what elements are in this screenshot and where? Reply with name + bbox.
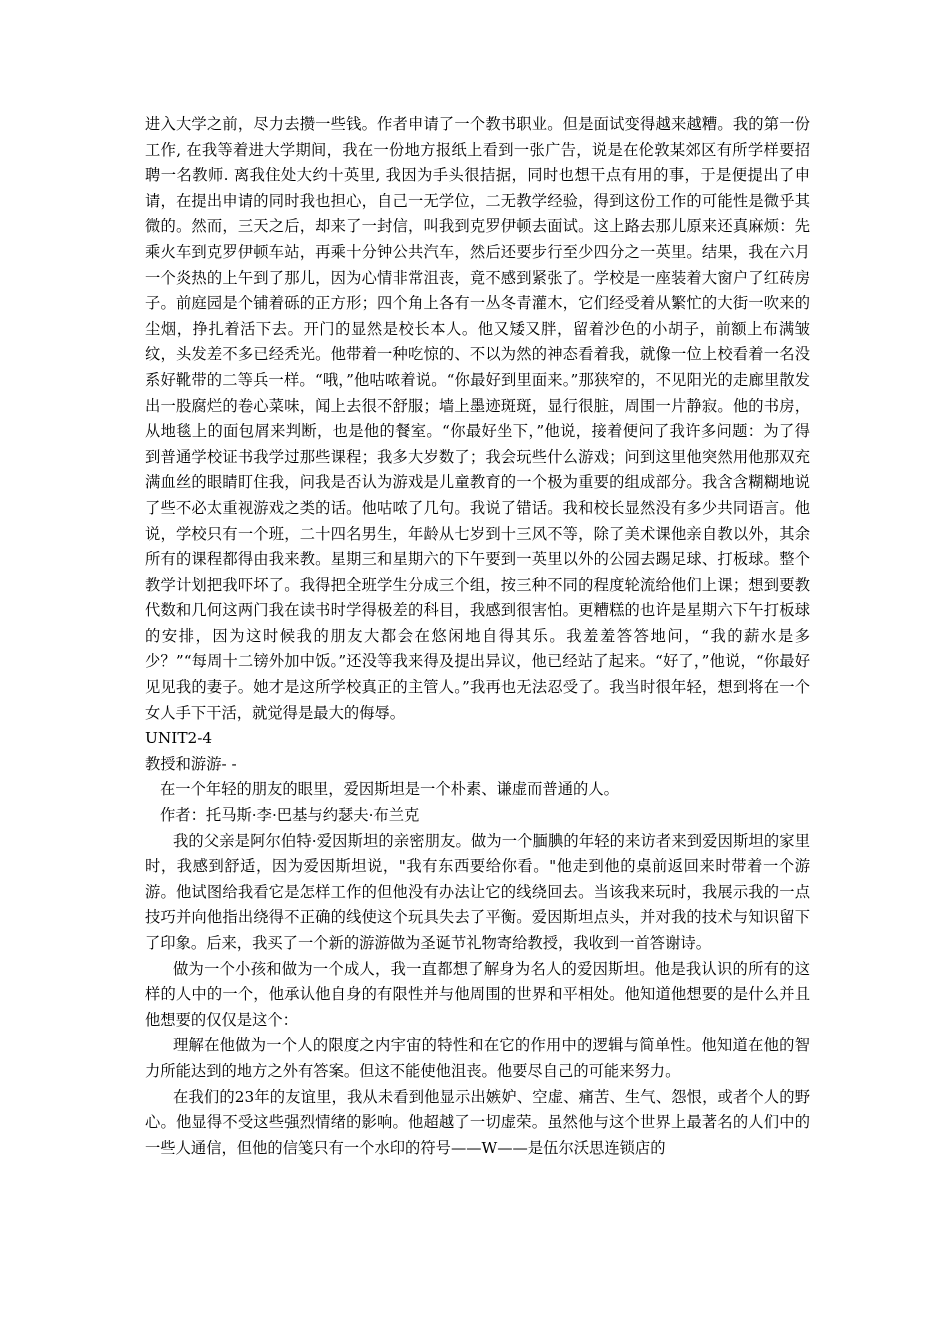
article-title: 教授和游游- - bbox=[145, 754, 237, 773]
article-subtitle: 在一个年轻的朋友的眼里，爱因斯坦是一个朴素、谦虚而普通的人。 bbox=[160, 780, 619, 799]
paragraph-know-einstein: 做为一个小孩和做为一个成人，我一直都想了解身为名人的爱因斯坦。他是我认识的所有的这样的人中的一个，他承认他自身的有限性并与他周围的世界和平相处。他知道他想要的是什么并且他想要的仅仅是这个： bbox=[145, 959, 810, 1029]
article-author: 作者：托马斯·李·巴基与约瑟夫·布兰克 bbox=[160, 806, 420, 825]
paragraph-story: 进入大学之前，尽力去攒一些钱。作者申请了一个教书职业。但是面试变得越来越糟。我的第一份工作, 在我等着进大学期间，我在一份地方报纸上看到一张广告，说是在伦敦某郊区有所学样要招聘一名教师. 离我住处大约十英里, 我因为手头很拮据，同时也想干点有用的事，于是便提出了申请，在提出申请的同时我也担心，自己一无学位，二无教学经验，得到这份工作的可能性是微乎其微的。然而，三天之后，却来了一封信，叫我到克罗伊顿去面试。这上路去那儿原来还真麻烦：先乘火车到克罗伊顿车站，再乘十分钟公共汽车，然后还要步行至少四分之一英里。结果，我在六月一个炎热的上午到了那儿，因为心情非常沮丧，竟不感到紧张了。学校是一座装着大窗户了红砖房子。前庭园是个铺着砾的正方形；四个角上各有一丛冬青灌木，它们经受着从繁忙的大街一吹来的尘烟，挣扎着活下去。开门的显然是校长本人。他又矮又胖，留着沙色的小胡子，前额上布满皱纹，头发差不多已经秃光。他带着一种吃惊的、不以为然的神态看着我，就像一位上校看着一名没系好靴带的二等兵一样。“哦，”他咕哝着说。“你最好到里面来。”那狭窄的，不见阳光的走廊里散发出一股腐烂的卷心菜味，闻上去很不舒服；墙上墨迹斑斑，显行很脏，周围一片静寂。他的书房，从地毯上的面包屑来判断，也是他的餐室。“你最好坐下，”他说，接着便问了我许多问题：为了得到普通学校证书我学过那些课程；我多大岁数了；我会玩些什么游戏；问到这里他突然用他那双充满血丝的眼睛盯住我，问我是否认为游戏是儿童教育的一个极为重要的组成部分。我含含糊糊地说了些不必太重视游戏之类的话。他咕哝了几句。我说了错话。我和校长显然没有多少共同语言。他说，学校只有一个班，二十四名男生，年龄从七岁到十三风不等，除了美术课他亲自教以外，其余所有的课程都得由我来教。星期三和星期六的下午要到一英里以外的公园去踢足球、打板球。整个教学计划把我吓坏了。我得把全班学生分成三个组，按三种不同的程度轮流给他们上课；想到要教代数和几何这两门我在读书时学得极差的科目，我感到很害怕。更糟糕的也许是星期六下午打板球的安排，因为这时候我的朋友大都会在悠闲地自得其乐。我羞羞答答地问，“我的薪水是多少？”“每周十二镑外加中饭。”还没等我来得及提出异议，他已经站了起来。“好了，”他说，“你最好见见我的妻子。她才是这所学校真正的主管人。”我再也无法忍受了。我当时很年轻，想到将在一个女人手下干活，就觉得是最大的侮辱。 bbox=[145, 115, 810, 722]
paragraph-friendship: 在我们的23年的友谊里，我从未看到他显示出嫉妒、空虚、痛苦、生气、怨恨，或者个人的野心。他显得不受这些强烈情绪的影响。他超越了一切虚荣。虽然他与这个世界上最著名的人们中的一些人通信，但他的信笺只有一个水印的符号——W——是伍尔沃思连锁店的 bbox=[145, 1087, 810, 1157]
document-page bbox=[145, 112, 810, 1161]
paragraph-understand-universe: 理解在他做为一个人的限度之内宇宙的特性和在它的作用中的逻辑与简单性。他知道在他的智力所能达到的地方之外有答案。但这不能使他沮丧。他要尽自己的可能来努力。 bbox=[145, 1036, 810, 1080]
paragraph-yoyo: 我的父亲是阿尔伯特·爱因斯坦的亲密朋友。做为一个腼腆的年轻的来访者来到爱因斯坦的家里时，我感到舒适，因为爱因斯坦说，"我有东西要给你看。"他走到他的桌前返回来时带着一个游游。他试图给我看它是怎样工作的但他没有办法让它的线绕回去。当该我来玩时，我展示我的一点技巧并向他指出绕得不正确的线使这个玩具失去了平衡。爱因斯坦点头，并对我的技术与知识留下了印象。后来，我买了一个新的游游做为圣诞节礼物寄给教授，我收到一首答谢诗。 bbox=[145, 831, 810, 952]
unit-label: UNIT2-4 bbox=[145, 729, 213, 748]
